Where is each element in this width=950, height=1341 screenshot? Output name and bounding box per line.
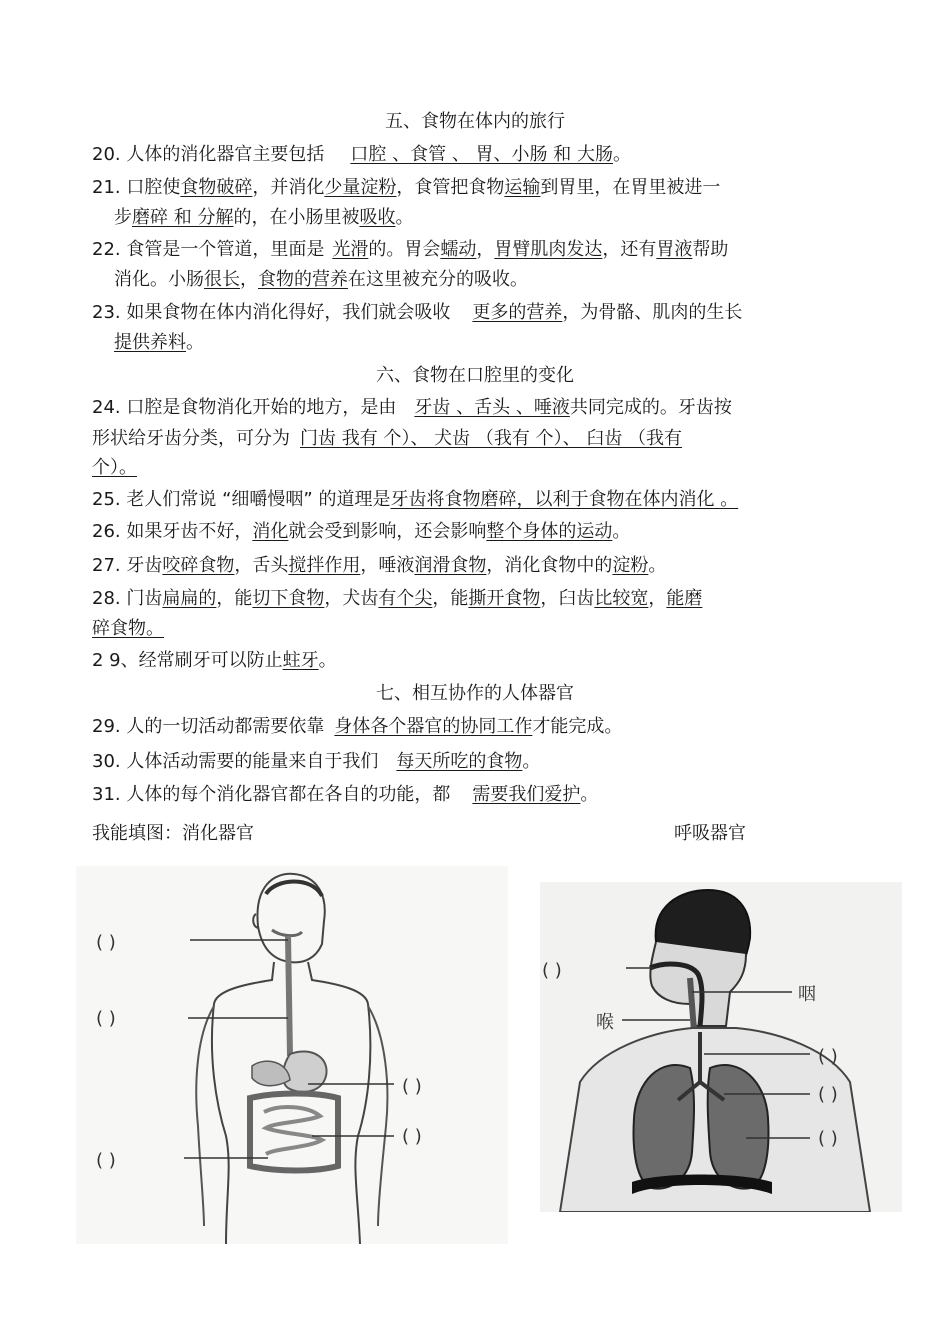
q23-text-2: ，为骨骼、肌肉的生长 xyxy=(562,302,743,323)
q28-answer-5: 比较宽 xyxy=(594,588,649,609)
q28-text-5: ，臼齿 xyxy=(540,588,595,609)
q25-answer-2: 体内消化 。 xyxy=(642,489,739,510)
q22-text-3: ， xyxy=(476,239,495,260)
question-23-line1 xyxy=(92,301,742,325)
q30-text-1: 人体活动需要的能量来自于我们 xyxy=(126,751,379,772)
larynx-label: 喉 xyxy=(596,1012,614,1033)
digestive-blank-3: ( ) xyxy=(402,1076,422,1097)
q22-answer-1: 光滑 xyxy=(332,239,369,260)
q31-text-2: 。 xyxy=(580,784,599,805)
q22-answer-6: 食物的营养 xyxy=(258,269,348,290)
q24-answer-3: 个）。 xyxy=(92,457,137,478)
q31-text-1: 人体的每个消化器官都在各自的功能，都 xyxy=(126,784,451,805)
q21-answer-2: 少量淀粉 xyxy=(324,177,397,198)
q25-text-1: 老人们常说 “细嚼慢咽” 的道理是 xyxy=(126,489,391,510)
q22-answer-5: 很长 xyxy=(204,269,240,290)
respiratory-system-diagram xyxy=(540,882,902,1212)
q28-answer-2: 切下食物 xyxy=(252,588,325,609)
q25-answer-1: 牙齿将食物磨碎 xyxy=(390,489,517,510)
q26-answer-1: 消化 xyxy=(252,521,289,542)
q27-answer-1: 咬碎食物 xyxy=(162,555,235,576)
q23-answer-2: 提供养料 xyxy=(114,332,186,353)
q22-text-6: 消化。小肠 xyxy=(114,269,204,290)
q24-number: 24. xyxy=(92,397,121,418)
q26-number: 26. xyxy=(92,521,121,542)
q21-answer-3: 运输 xyxy=(504,177,541,198)
respiratory-system-figure xyxy=(540,882,902,1212)
q21-text-4: 到胃里，在胃里被进一 xyxy=(540,177,721,198)
q28-text-6: ， xyxy=(648,588,667,609)
q30-answer-1: 每天所吃的食物 xyxy=(396,751,523,772)
q22-text-2: 的。胃会 xyxy=(368,239,441,260)
digestive-blank-2: ( ) xyxy=(96,1008,116,1029)
q23-text-3: 。 xyxy=(186,332,204,353)
q20-text: 人体的消化器官主要包括 xyxy=(126,144,325,165)
q31-answer-1: 需要我们爱护 xyxy=(472,784,581,805)
q25-text-2: ，以利于食物在 xyxy=(516,489,643,510)
q29a-text-2: 。 xyxy=(318,650,337,671)
q28-text-2: ，能 xyxy=(216,588,253,609)
q21-answer-4: 磨碎 和 分解 xyxy=(132,207,234,228)
q29b-answer-1: 身体各个器官的协同工作 xyxy=(334,716,533,737)
q29b-text-2: 才能完成。 xyxy=(532,716,623,737)
q21-text-5: 步 xyxy=(114,207,132,228)
digestive-blank-1: ( ) xyxy=(96,932,116,953)
q20-answer: 口腔 、食管 、 胃、小肠 和 大肠 xyxy=(350,144,613,165)
question-28-line1 xyxy=(92,587,702,611)
q26-text-2: 就会受到影响，还会影响 xyxy=(288,521,487,542)
q20-end: 。 xyxy=(612,144,631,165)
q29b-text-1: 人的一切活动都需要依靠 xyxy=(126,716,325,737)
question-28-line2 xyxy=(92,617,164,641)
q24-answer-1: 牙齿 、舌头 、唾液 xyxy=(414,397,570,418)
q24-answer-2: 门齿 我有 个）、 犬齿 （我有 个）、 臼齿 （我有 xyxy=(300,428,683,449)
q21-text-2: ，并消化 xyxy=(252,177,325,198)
q29b-number: 29. xyxy=(92,716,121,737)
q22-text-4: ，还有 xyxy=(602,239,657,260)
q28-answer-4: 撕开食物 xyxy=(468,588,541,609)
q27-answer-3: 润滑食物 xyxy=(414,555,487,576)
q29a-text-1: 经常刷牙可以防止 xyxy=(138,650,283,671)
q22-number: 22. xyxy=(92,239,121,260)
question-24-line1 xyxy=(92,396,732,420)
q30-number: 30. xyxy=(92,751,121,772)
question-22-line2 xyxy=(114,268,528,292)
question-20 xyxy=(92,143,631,167)
q27-answer-2: 搅拌作用 xyxy=(288,555,361,576)
q22-text-5: 帮助 xyxy=(692,239,729,260)
section-6-title: 六、食物在口腔里的变化 xyxy=(376,365,574,386)
q21-answer-1: 食物破碎 xyxy=(180,177,253,198)
q28-text-1: 门齿 xyxy=(126,588,163,609)
q21-text-6: 的，在小肠里被 xyxy=(233,207,360,228)
digestive-system-diagram xyxy=(76,866,508,1244)
q24-text-3: 形状给牙齿分类，可分为 xyxy=(92,428,290,449)
question-22-line1 xyxy=(92,238,728,262)
digestive-blank-4: ( ) xyxy=(402,1126,422,1147)
question-24-line3 xyxy=(92,456,137,480)
q28-number: 28. xyxy=(92,588,121,609)
digestive-system-figure xyxy=(76,866,508,1244)
q26-text-1: 如果牙齿不好， xyxy=(126,521,253,542)
q24-text-2: 共同完成的。牙齿按 xyxy=(569,397,732,418)
question-29a xyxy=(92,649,337,673)
q21-answer-5: 吸收 xyxy=(359,207,396,228)
section-5-title: 五、食物在体内的旅行 xyxy=(385,111,565,132)
q26-text-3: 。 xyxy=(612,521,631,542)
q21-text-3: ，食管把食物 xyxy=(396,177,505,198)
question-23-line2 xyxy=(114,331,204,355)
q23-answer-1: 更多的营养 xyxy=(472,302,563,323)
q21-text-7: 。 xyxy=(395,207,414,228)
q22-answer-4: 胃液 xyxy=(656,239,693,260)
q27-text-5: 。 xyxy=(648,555,667,576)
q25-number: 25. xyxy=(92,489,121,510)
q27-answer-4: 淀粉 xyxy=(612,555,649,576)
q29a-number: 2 9、 xyxy=(92,650,139,671)
question-21-line1 xyxy=(92,176,720,200)
q22-text-7: ， xyxy=(240,269,258,290)
q23-number: 23. xyxy=(92,302,121,323)
respiratory-caption: 呼吸器官 xyxy=(674,823,746,844)
digestive-blank-5: ( ) xyxy=(96,1150,116,1171)
respiratory-blank-3: ( ) xyxy=(818,1084,838,1105)
respiratory-blank-2: ( ) xyxy=(818,1046,838,1067)
question-21-line2 xyxy=(114,206,413,230)
question-24-line2 xyxy=(92,427,682,451)
respiratory-blank-4: ( ) xyxy=(818,1128,838,1149)
q24-text-1: 口腔是食物消化开始的地方，是由 xyxy=(126,397,397,418)
question-26 xyxy=(92,520,630,544)
pharynx-label: 咽 xyxy=(798,984,816,1005)
question-25 xyxy=(92,488,738,512)
q30-text-2: 。 xyxy=(522,751,541,772)
respiratory-blank-1: ( ) xyxy=(542,960,562,981)
q22-answer-2: 蠕动 xyxy=(440,239,477,260)
digestive-caption: 我能填图：消化器官 xyxy=(92,823,254,844)
q31-number: 31. xyxy=(92,784,121,805)
q27-text-4: ，消化食物中的 xyxy=(486,555,613,576)
q23-text-1: 如果食物在体内消化得好，我们就会吸收 xyxy=(126,302,451,323)
q28-text-4: ，能 xyxy=(432,588,469,609)
question-27 xyxy=(92,554,666,578)
q28-text-3: ，犬齿 xyxy=(324,588,379,609)
question-30 xyxy=(92,750,540,774)
q21-number: 21. xyxy=(92,177,121,198)
q26-answer-2: 整个身体的运动 xyxy=(486,521,613,542)
q27-text-3: ，唾液 xyxy=(360,555,415,576)
q20-number: 20. xyxy=(92,144,121,165)
q22-answer-3: 胃臂肌肉发达 xyxy=(494,239,603,260)
q29a-answer-1: 蛀牙 xyxy=(282,650,319,671)
question-31 xyxy=(92,783,598,807)
q27-text-2: ，舌头 xyxy=(234,555,289,576)
q27-number: 27. xyxy=(92,555,121,576)
q21-text-1: 口腔使 xyxy=(126,177,181,198)
section-7-title: 七、相互协作的人体器官 xyxy=(376,683,574,704)
q28-answer-6: 能磨 xyxy=(666,588,703,609)
q28-answer-3: 有个尖 xyxy=(378,588,433,609)
q28-answer-7: 碎食物。 xyxy=(92,618,164,639)
q28-answer-1: 扁扁的 xyxy=(162,588,217,609)
q27-text-1: 牙齿 xyxy=(126,555,163,576)
q22-text-1: 食管是一个管道，里面是 xyxy=(126,239,325,260)
question-29b xyxy=(92,715,622,739)
q22-text-8: 在这里被充分的吸收。 xyxy=(348,269,528,290)
